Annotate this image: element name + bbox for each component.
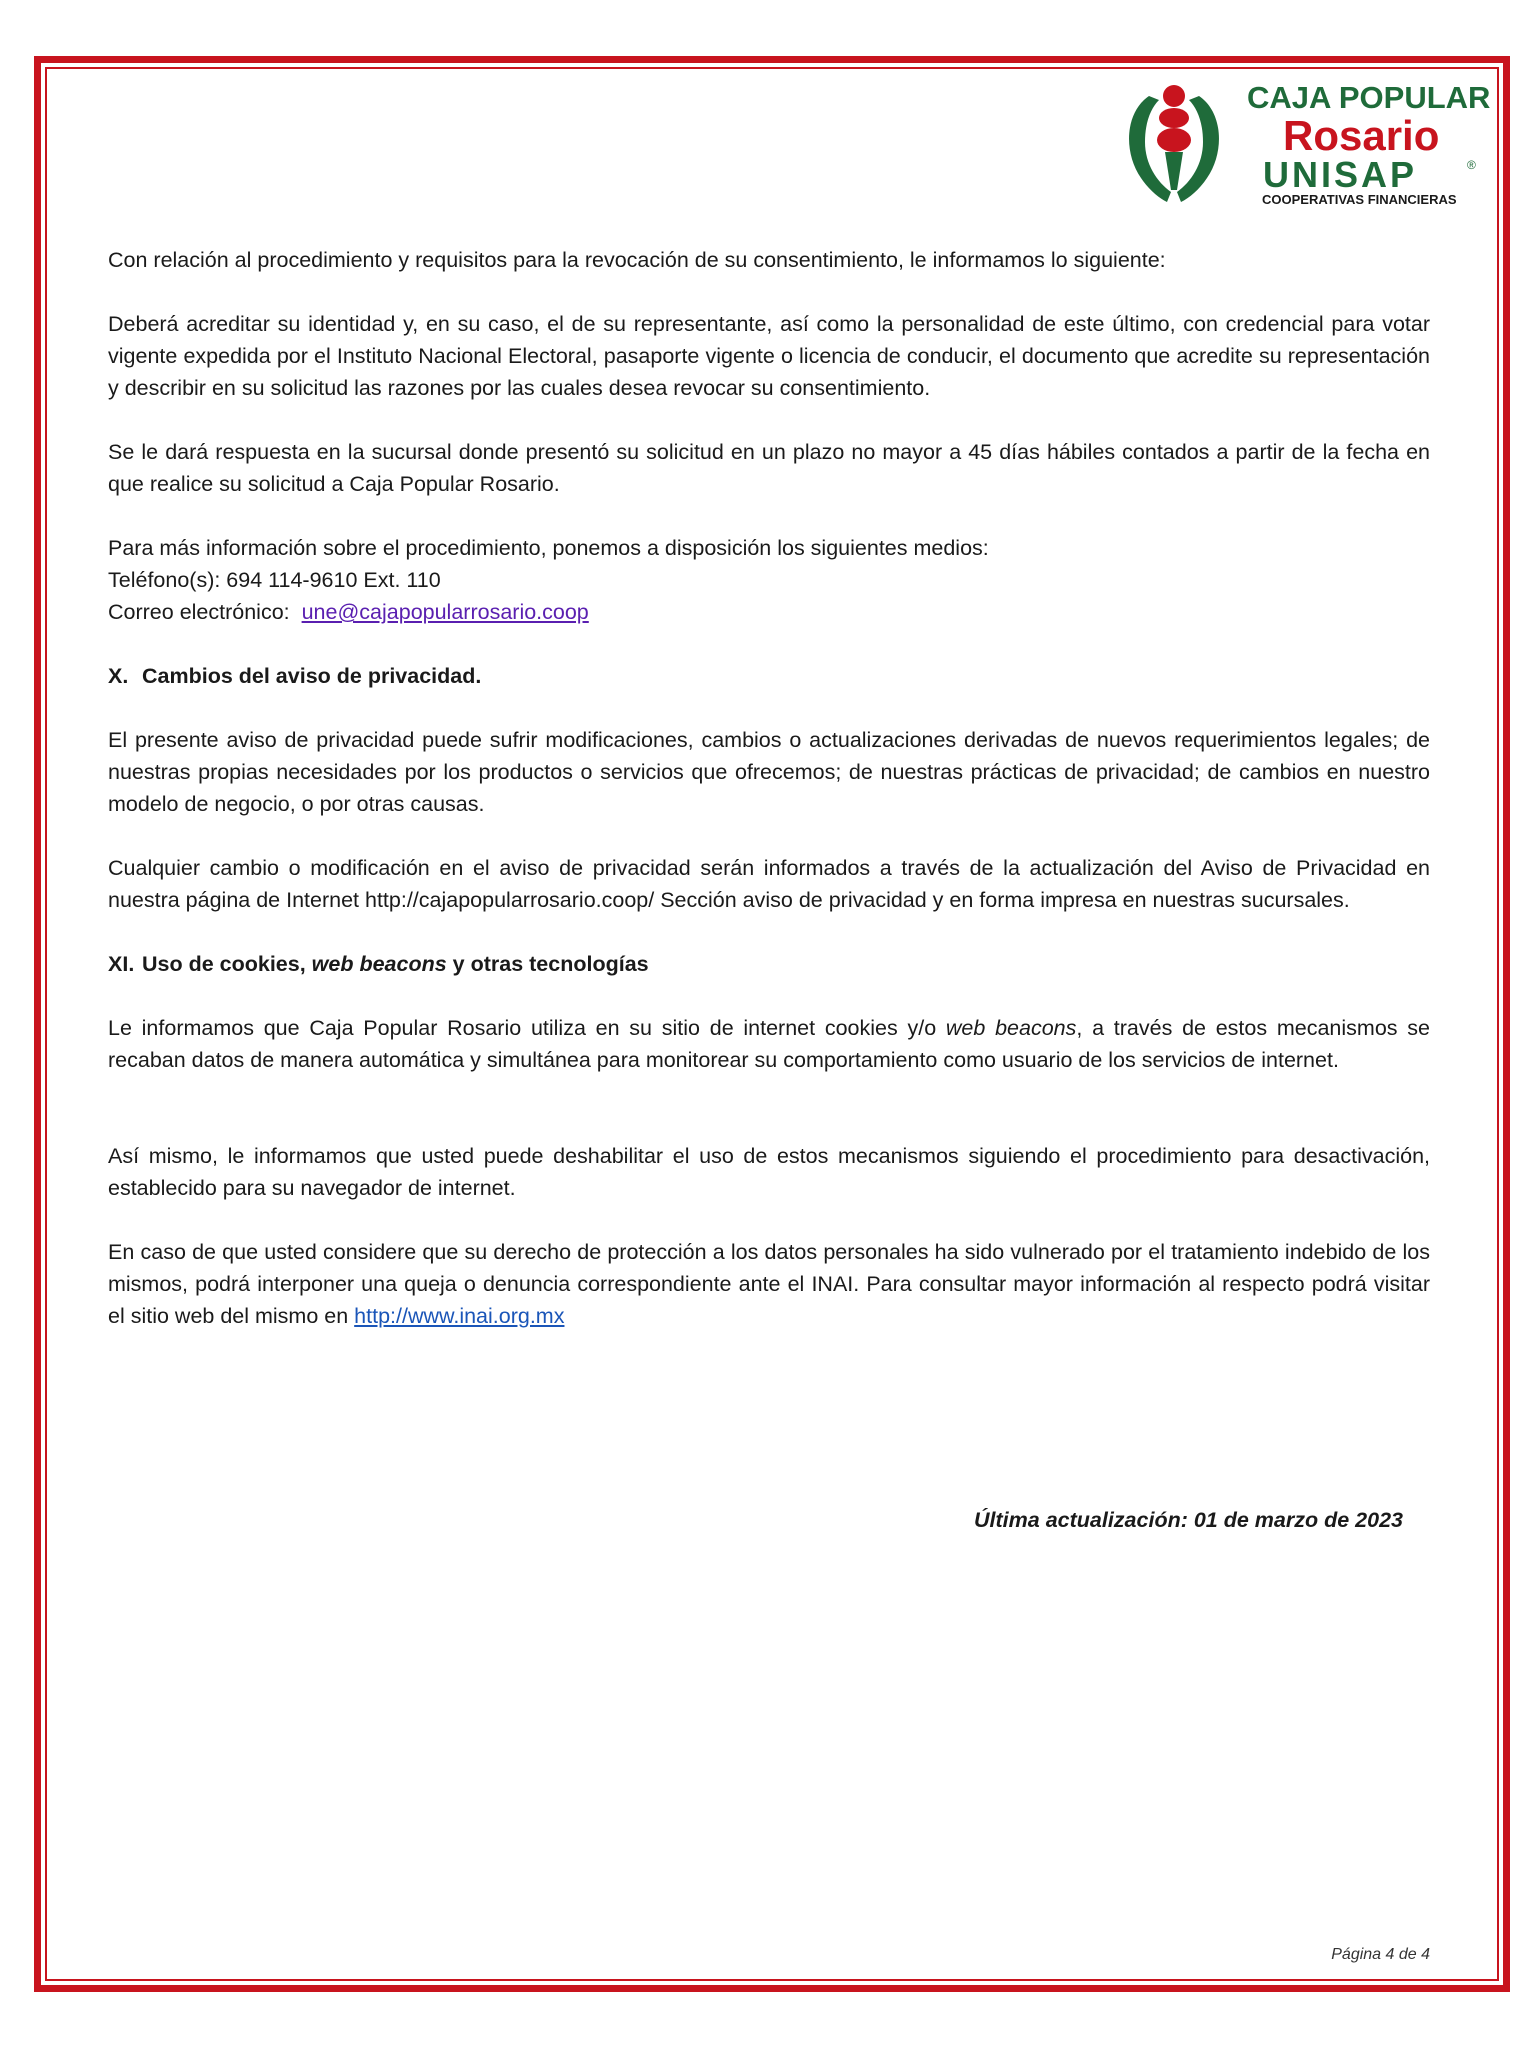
paragraph-inai-complaint <box>108 1236 1430 1332</box>
logo-text-caja-popular: CAJA POPULAR <box>1247 80 1491 115</box>
cookies-text-a: Le informamos que Caja Popular Rosario utiliza en su sitio de internet cookies y/o <box>108 1016 946 1040</box>
registered-mark: ® <box>1467 158 1476 172</box>
paragraph-disable-mechanisms: Así mismo, le informamos que usted puede deshabilitar el uso de estos mecanismos siguiendo el procedimiento para desactivación, establecido para su navegador de internet. <box>108 1144 1430 1200</box>
paragraph-changes-communication: Cualquier cambio o modificación en el aviso de privacidad serán informados a través de la actualización del Aviso de Privacidad en nuestra página de Internet http://cajapopularrosario.coop/ Sección aviso de privacidad y en forma impresa en nuestras sucursales. <box>108 856 1430 912</box>
paragraph-more-info: Para más información sobre el procedimiento, ponemos a disposición los siguientes medios: <box>108 536 989 560</box>
contact-phone: Teléfono(s): 694 114-9610 Ext. 110 <box>108 568 441 592</box>
logo-text-unisap: UNISAP <box>1263 154 1418 195</box>
section-xi-number: XI. <box>108 952 135 976</box>
section-x-number: X. <box>108 664 129 688</box>
paragraph-response-time: Se le dará respuesta en la sucursal donde presentó su solicitud en un plazo no mayor a 45 días hábiles contados a partir de la fecha en que realice su solicitud a Caja Popular Rosario. <box>108 440 1430 496</box>
last-updated-date: Última actualización: 01 de marzo de 2023 <box>974 1508 1403 1532</box>
contact-email-line <box>108 596 1430 628</box>
logo-text-cooperativas: COOPERATIVAS FINANCIERAS <box>1262 192 1457 207</box>
page-number: Página 4 de 4 <box>1331 1946 1430 1963</box>
contact-email-link[interactable]: une@cajapopularrosario.coop <box>301 600 589 624</box>
paragraph-identity-requirements: Deberá acreditar su identidad y, en su caso, el de su representante, así como la personalidad de este último, con credencial para votar vigente expedida por el Instituto Nacional Electoral, pasaporte vigente o licencia de conducir, el documento que acredite su representación y describir en su solicitud las razones por las cuales desea revocar su consentimiento. <box>108 312 1430 400</box>
section-x-heading <box>108 660 1430 692</box>
cookies-text-italic: web beacons <box>945 1016 1077 1040</box>
section-xi-title-b: y otras tecnologías <box>446 952 649 976</box>
cooperative-emblem-icon <box>1119 82 1229 204</box>
paragraph-cookies-usage <box>108 1012 1430 1076</box>
section-xi-title-a: Uso de cookies, <box>142 952 312 976</box>
inai-text: En caso de que usted considere que su derecho de protección a los datos personales ha sido vulnerado por el tratamiento indebido de los mismos, podrá interponer una queja o denuncia correspondiente ante el INAI. Para consultar mayor información al respecto podrá visitar el sitio web del mismo en <box>108 1240 1430 1328</box>
section-xi-title-italic: web beacons <box>311 952 447 976</box>
document-body <box>108 244 1430 1364</box>
section-x-title: Cambios del aviso de privacidad. <box>142 664 482 688</box>
paragraph-changes-notice: El presente aviso de privacidad puede sufrir modificaciones, cambios o actualizaciones derivadas de nuevos requerimientos legales; de nuestras propias necesidades por los productos o servicios que ofrecemos; de nuestras prácticas de privacidad; de cambios en nuestro modelo de negocio, o por otras causas. <box>108 728 1430 816</box>
section-xi-heading <box>108 948 1430 980</box>
logo-text-rosario: Rosario <box>1283 112 1440 159</box>
company-logo <box>1115 80 1491 210</box>
contact-email-label: Correo electrónico: <box>108 600 290 624</box>
cookies-text-b: , a través de estos mecanismos se recaban datos de manera automática y simultánea para monitorear su comportamiento como usuario de los servicios de internet. <box>108 1016 1430 1072</box>
paragraph-revocation-intro: Con relación al procedimiento y requisitos para la revocación de su consentimiento, le informamos lo siguiente: <box>108 248 1166 272</box>
inai-website-link[interactable]: http://www.inai.org.mx <box>354 1304 565 1328</box>
spacer <box>108 1108 1430 1140</box>
